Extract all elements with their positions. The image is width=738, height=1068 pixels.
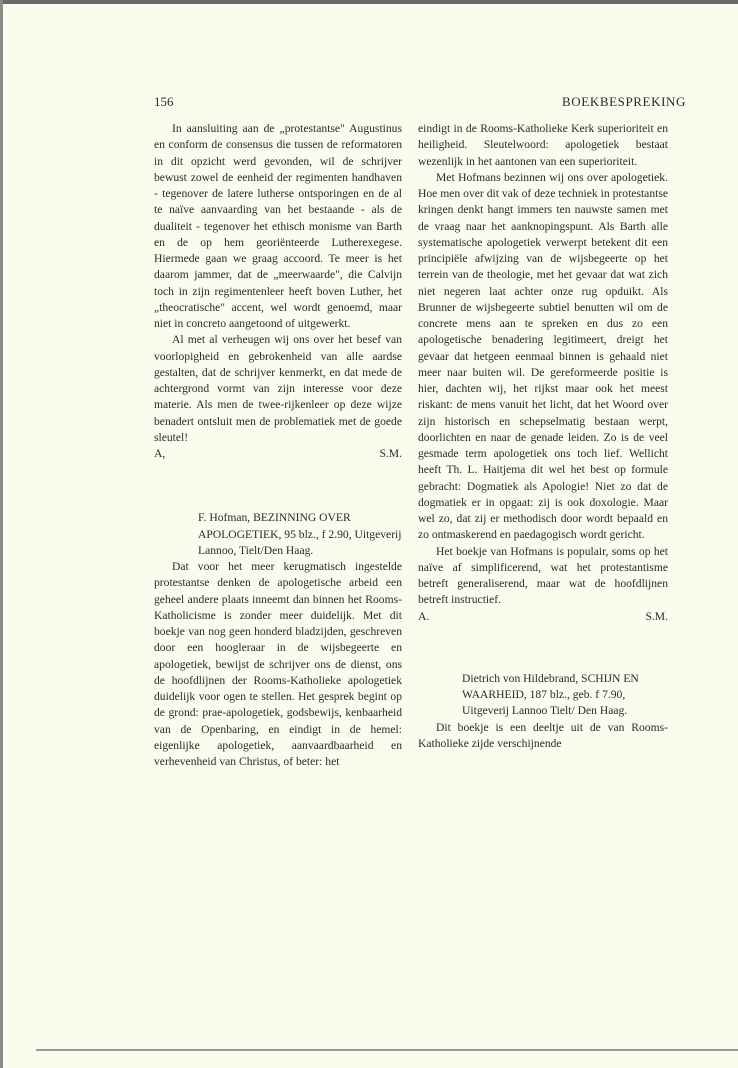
review1-closing-paragraph: In aansluiting aan de „protestantse" Augustinus en conform de consensus die tussen de reformatoren in dit opzicht werd gevonden, wil de schrijver bewust zowel de eenheid der regimenten handhaven - tegenover de latere lutherse ontsporingen en de al te naïve aanvaarding van het bestaande - als de dualiteit - tegenover het ethisch monisme van Barth en de op hem georiënteerde Lutherexegese. Hiermede gaan we graag accoord. Te meer is het daarom jammer, dat de „meerwaarde", die Calvijn toch in zijn regimentenleer heeft boven Luther, het „theocratische" accent, wel wordt genoemd, maar niet in concreto aangetoond of uitgewerkt.: [154, 122, 402, 330]
signature-place: A.: [418, 609, 430, 623]
right-column: [418, 121, 668, 752]
page-bottom-border: [36, 1049, 738, 1051]
review2-book-reference: F. Hofman, BEZINNING OVER APOLOGETIEK, 95 blz., f 2.90, Uitgeverij Lannoo, Tielt/Den Haag.: [198, 511, 402, 557]
review2-paragraph-3: Het boekje van Hofmans is populair, soms op het naïve af simplificerend, wat het protestantisme betreft generaliserend, maar wat de hoofdlijnen betreft instructief.: [418, 544, 668, 607]
review2-paragraph-1: Dat voor het meer kerugmatisch ingestelde protestantse denken de apologetische arbeid een geheel andere plaats inneemt dan binnen het Rooms-Katholicisme is zonder meer duidelijk. Met dit boekje van nog geen honderd bladzijden, geschreven door een hoogleraar in de wijsbegeerte en apologetiek, bewijst de schrijver ons de dienst, ons de hoofdlijnen der Rooms-Katholieke apologetiek duidelijk voor ogen te stellen. Het gesprek begint op de grond: prae-apologetiek, godsbewijs, kenbaarheid van de Openbaring, en eindigt in de hemel: eigenlijke apologetiek, aanvaardbaarheid en verhevenheid van Christus, of beter: het: [154, 560, 402, 768]
signature-initials: S.M.: [379, 447, 402, 460]
page-left-border: [0, 0, 3, 1068]
signature-place: A,: [154, 447, 166, 460]
section-title: BOEKBESPREKING: [562, 94, 686, 109]
review1-signature: [154, 446, 402, 462]
review3-book-reference: Dietrich von Hildebrand, SCHIJN EN WAARHEID, 187 blz., geb. f 7.90, Uitgeverij Lannoo Tielt/ Den Haag.: [462, 671, 639, 718]
review2-signature: [418, 609, 668, 625]
review1-final-paragraph: Al met al verheugen wij ons over het besef van voorlopigheid en gebrokenheid van alle aardse gestalten, dat de schrijver kenmerkt, en dat mede de achtergrond vormt van zijn interesse voor deze materie. Als men de twee-rijkenleer op deze wijze benadert ontsluit men de problematiek met de goede sleutel!: [154, 333, 402, 444]
left-column: [154, 121, 402, 770]
review2-paragraph-1-continued: eindigt in de Rooms-Katholieke Kerk superioriteit en heiligheid. Sleutelwoord: apologetiek bestaat wezenlijk in het aantonen van een superioriteit.: [418, 122, 668, 168]
page-number: 156: [154, 94, 174, 109]
review2-paragraph-2: Met Hofmans bezinnen wij ons over apologetiek. Hoe men over dit vak of deze techniek in protestantse kringen denkt hangt immers ten nauwste samen met de vraag naar het aanknopingspunt. Als Barth alle systematische apologetiek verwerpt betekent dit een principiële afwijzing van de wijsbegeerte op het terrein van de theologie, met het gevaar dat wat zich niet negeren laat achter onze rug opduikt. Als Brunner de wijsbegeerte subtiel benutten wil om de concrete mens aan te spreken en dus zo een apologetische benadering legitimeert, dreigt het gevaar dat hetgeen eenmaal binnen is gehaald niet meer naar buiten wil. De gereformeerde positie is hier, dachten wij, het rijkst maar ook het meest riskant: de mens vanuit het licht, dat het Woord over zijn historisch en schepselmatig bestaan werpt, doorlichten en naar de genade leiden. Zo is de veel gesmade term apologetiek ons toch lief. Wellicht heeft Th. L. Haitjema dit wel het best op formule gebracht: Dogmatiek als Apologie! Niet zo dat de dogmatiek er in opgaat: zij is ook doxologie. Maar wel zo, dat zij er methodisch door wordt bepaald en zo ontmaskerend en paedagogisch wordt gericht.: [418, 170, 668, 542]
page-top-border: [0, 0, 738, 4]
signature-initials: S.M.: [645, 609, 668, 623]
review3-paragraph-1: Dit boekje is een deeltje uit de van Rooms-Katholieke zijde verschijnende: [418, 720, 668, 750]
